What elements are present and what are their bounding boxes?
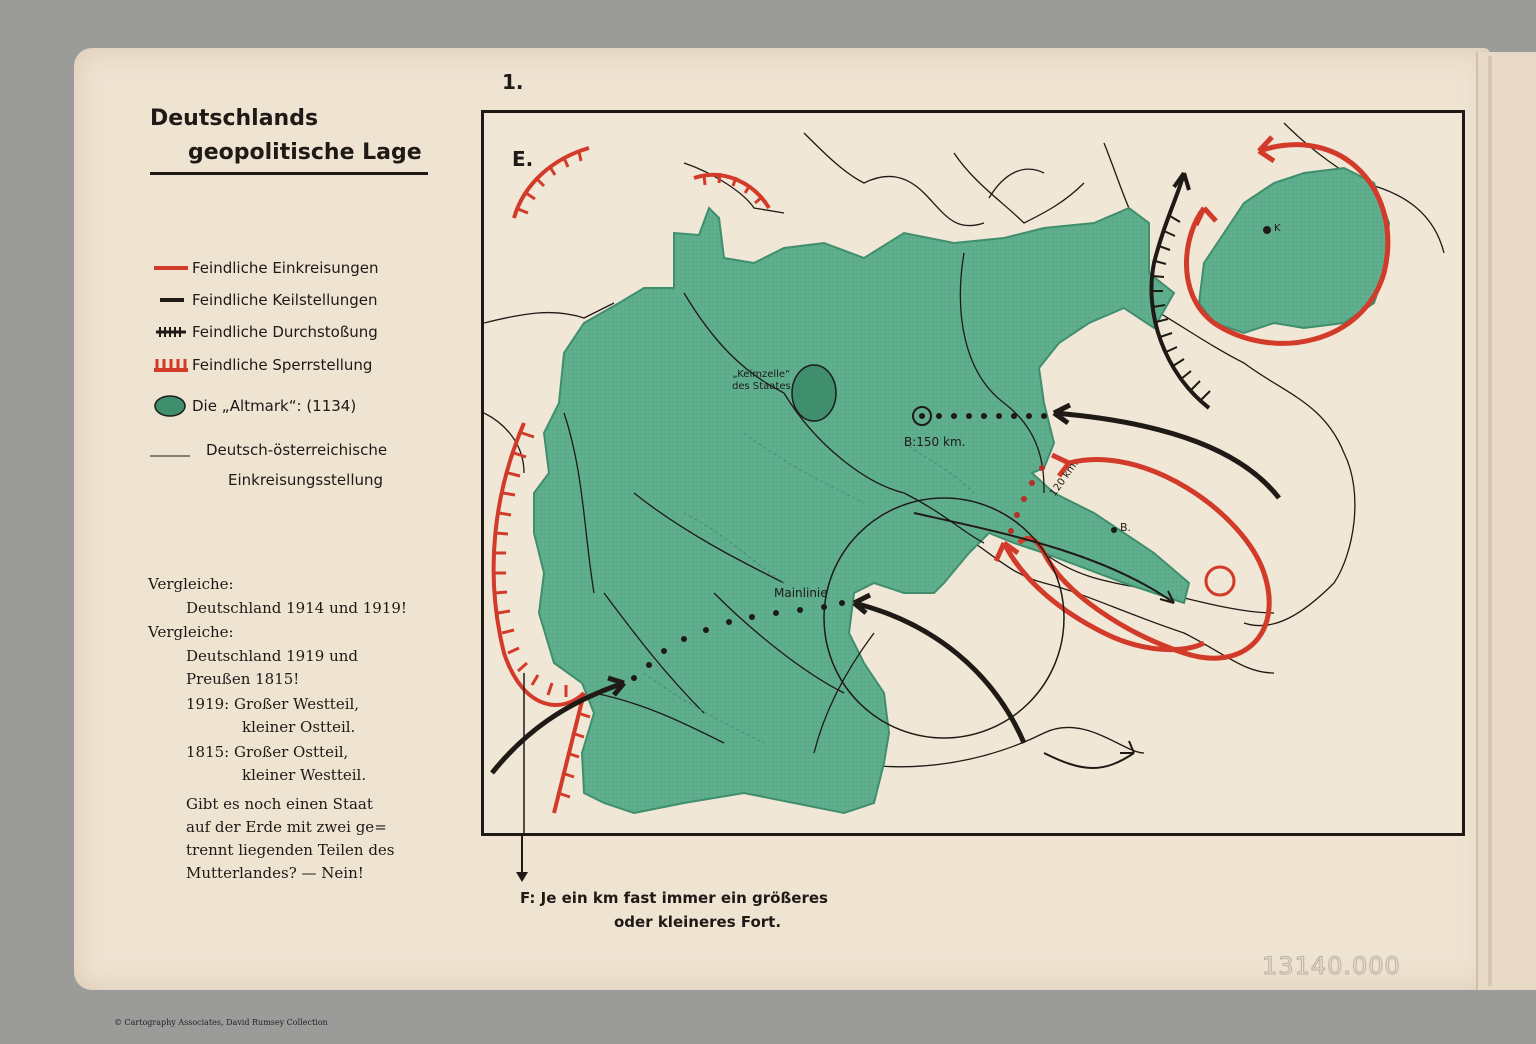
map-title [150, 102, 430, 170]
legend-label: Die „Altmark“: (1134) [192, 397, 357, 415]
book-spine [1476, 52, 1536, 990]
fort-arrow-head-icon [516, 872, 528, 882]
germany-territory [534, 208, 1189, 813]
thin-line-icon [150, 440, 192, 460]
legend-item-sperrstellung [150, 352, 372, 378]
legend-item-einkreisungsstellung [150, 437, 387, 463]
red-comb-icon [150, 355, 192, 375]
legend-label: Deutsch‑österreichische [206, 441, 388, 459]
keimzelle-line-1: „Keimzelle“ [732, 369, 791, 380]
caption-line-1: F: Je ein km fast immer ein größeres [520, 889, 828, 907]
black-line-icon [150, 290, 192, 310]
koenigsberg-marker [1263, 226, 1271, 234]
caption-line-2: oder kleineres Fort. [614, 913, 782, 931]
compare-heading-2: Vergleiche: [148, 623, 234, 641]
compare-line-1: Deutschland 1914 und 1919! [186, 599, 407, 617]
title-line-2: geopolitische Lage [188, 140, 422, 165]
year-1815-line-b: kleiner Westteil. [242, 766, 367, 784]
year-1815-line-a: 1815: Großer Ostteil, [186, 743, 349, 761]
keimzelle-label [732, 369, 791, 393]
legend-item-altmark [150, 393, 356, 419]
east-label: E. [512, 147, 534, 171]
legend-item-einkreisungen [150, 255, 378, 281]
breslau-label: B. [1120, 521, 1132, 534]
map-canvas [484, 113, 1462, 833]
berlin-distance-label: B:150 km. [904, 435, 966, 449]
compare-line-2a: Deutschland 1919 und [186, 647, 358, 665]
title-line-1: Deutschlands [150, 106, 319, 131]
silesia-distance-label: 120 km. [1048, 458, 1081, 499]
compare-heading-1: Vergleiche: [148, 575, 234, 593]
mainlinie-label: Mainlinie [774, 586, 828, 600]
question-line-1: Gibt es noch einen Staat [186, 795, 373, 813]
year-1919-line-a: 1919: Großer Westteil, [186, 695, 360, 713]
altmark-blob [792, 365, 836, 421]
spine-fold [1488, 56, 1492, 986]
map-number: 1. [502, 70, 524, 94]
berlin-marker-center [919, 413, 925, 419]
question-line-3: trennt liegenden Teilen des [186, 841, 395, 859]
sperrstellung-north-west [514, 148, 769, 218]
legend-label: Feindliche Sperrstellung [192, 356, 373, 374]
legend-label: Feindliche Einkreisungen [192, 259, 379, 277]
legend-label-continuation: Einkreisungsstellung [228, 471, 384, 489]
year-1919-line-b: kleiner Ostteil. [242, 718, 356, 736]
copyright-notice: © Cartography Associates, David Rumsey Collection [114, 1018, 328, 1027]
breslau-marker [1111, 527, 1117, 533]
map-frame [481, 110, 1465, 836]
question-line-2: auf der Erde mit zwei ge= [186, 818, 387, 836]
hatched-line-icon [150, 322, 192, 342]
einkreisung-ring-small [1206, 567, 1234, 595]
compare-line-2b: Preußen 1815! [186, 670, 300, 688]
legend-item-keilstellungen [150, 287, 378, 313]
legend-label: Feindliche Keilstellungen [192, 291, 378, 309]
east-prussia-territory [1199, 168, 1389, 333]
koenigsberg-label: K [1274, 223, 1281, 234]
title-underline [150, 172, 428, 175]
legend-item-durchstossung [150, 319, 378, 345]
keimzelle-line-2: des Staates [732, 381, 791, 392]
catalog-stamp: 13140.000 [1262, 952, 1401, 980]
map-caption [520, 886, 828, 934]
legend-label: Feindliche Durchstoßung [192, 323, 378, 341]
red-line-icon [150, 258, 192, 278]
green-blob-icon [150, 396, 192, 416]
question-line-4: Mutterlandes? — Nein! [186, 864, 364, 882]
